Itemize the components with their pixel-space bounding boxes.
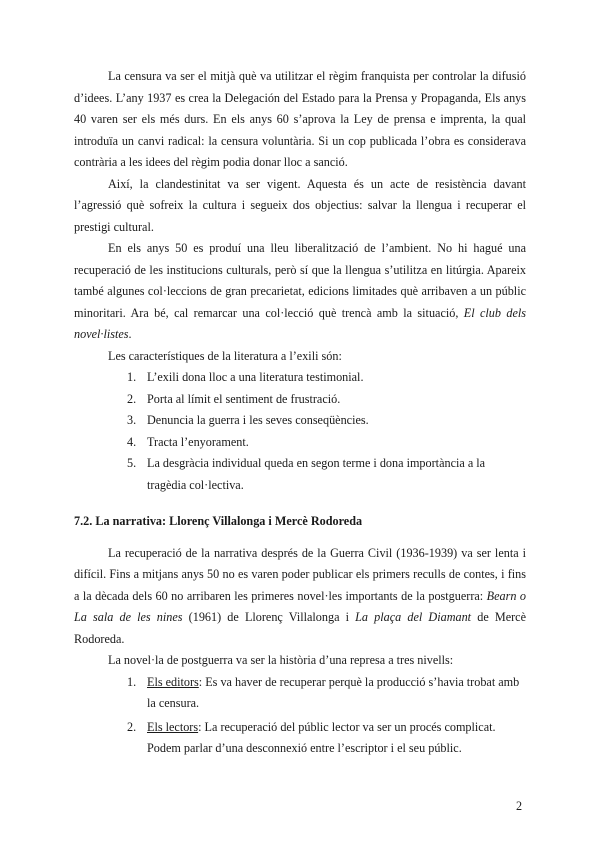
list-number: 1. [127,370,137,384]
list-text: Denuncia la guerra i les seves conseqüències. [147,413,369,427]
book-title-bearn: Bearn o La sala de les nines [74,588,526,624]
list-number: 4. [127,434,137,449]
liberalization-end: . [128,327,132,341]
list-item [74,717,526,760]
list-number: 3. [127,413,137,427]
level-text: : Es va haver de recuperar perquè la producció s’havia trobat amb la censura. [147,674,520,710]
page-number: 2 [516,799,523,813]
list-text: Porta al límit el sentiment de frustració. [147,391,341,406]
list-item [74,410,526,432]
list-text: La desgràcia individual queda en segon terme i dona importància a la tragèdia col·lectiva. [147,456,486,492]
book-title-placa: La plaça del Diamant [355,610,472,624]
list-number: 2. [127,391,137,406]
list-number: 2. [127,719,137,734]
liberalization-text: En els anys 50 es produí una lleu liberalització de l’ambient. No hi hagué una recuperació de les institucions culturals, però sí que la llengua s’utilitza en litúrgia. Apareix també algunes col·leccions de gran precarietat, edicions limitades què arribaven a un públic minoritari. Ara bé, cal remarcar una col·lecció què trencà amb la situació, [74,241,526,320]
collection-title: El club dels novel·listes [74,305,526,341]
paragraph-clandestinity: Així, la clandestinitat va ser vigent. Aquesta és un acte de resistència davant l’agressió què sofreix la cultura i segueix dos objectius: salvar la llengua i recuperar el prestigi cultural. [74,176,526,234]
list-item [74,432,526,454]
list-item [74,367,526,389]
recovery-text-c: de Mercè Rodoreda. [74,610,526,646]
level-text: : La recuperació del públic lector va ser un procés complicat. Podem parlar d’una desconnexió entre l’escriptor i el seu públic. [147,719,496,755]
page-content [74,66,526,762]
list-item [74,389,526,411]
recovery-text-a: La recuperació de la narrativa després de la Guerra Civil (1936-1939) va ser lenta i difícil. Fins a mitjans anys 50 no es varen poder publicar els primers reculls de contes, i fins a la dècada dels 60 no arribaren les primeres novel·les importants de la postguerra: [74,545,526,603]
list-text: Tracta l’enyorament. [147,434,249,449]
list-item [74,453,526,496]
paragraph-liberalization [74,238,526,346]
recovery-text-b: (1961) de Llorenç Villalonga i [182,610,356,624]
paragraph-narrative-recovery [74,543,526,651]
section-heading: 7.2. La narrativa: Llorenç Villalonga i Mercè Rodoreda [74,514,363,528]
list-text: L’exili dona lloc a una literatura testimonial. [147,370,364,384]
paragraph-exile-intro: Les característiques de la literatura a l’exili són: [108,348,342,363]
list-number: 5. [127,456,137,470]
list-number: 1. [127,674,137,689]
paragraph-levels-intro: La novel·la de postguerra va ser la història d’una represa a tres nivells: [108,653,454,667]
list-item [74,672,526,715]
characteristics-list [74,367,526,496]
levels-list [74,672,526,760]
level-term: Els lectors [147,719,199,734]
level-term: Els editors [147,674,199,689]
paragraph-censorship: La censura va ser el mitjà què va utilitzar el règim franquista per controlar la difusió d’idees. L’any 1937 es crea la Delegación del Estado para la Prensa y Propaganda, Els anys 40 varen ser els més durs. En els anys 60 s’aprova la Ley de prensa e imprenta, la qual introduïa un canvi radical: la censura voluntària. Si un cop publicada l’obra es considerava contrària a les idees del règim podia donar lloc a sanció. [74,69,526,169]
